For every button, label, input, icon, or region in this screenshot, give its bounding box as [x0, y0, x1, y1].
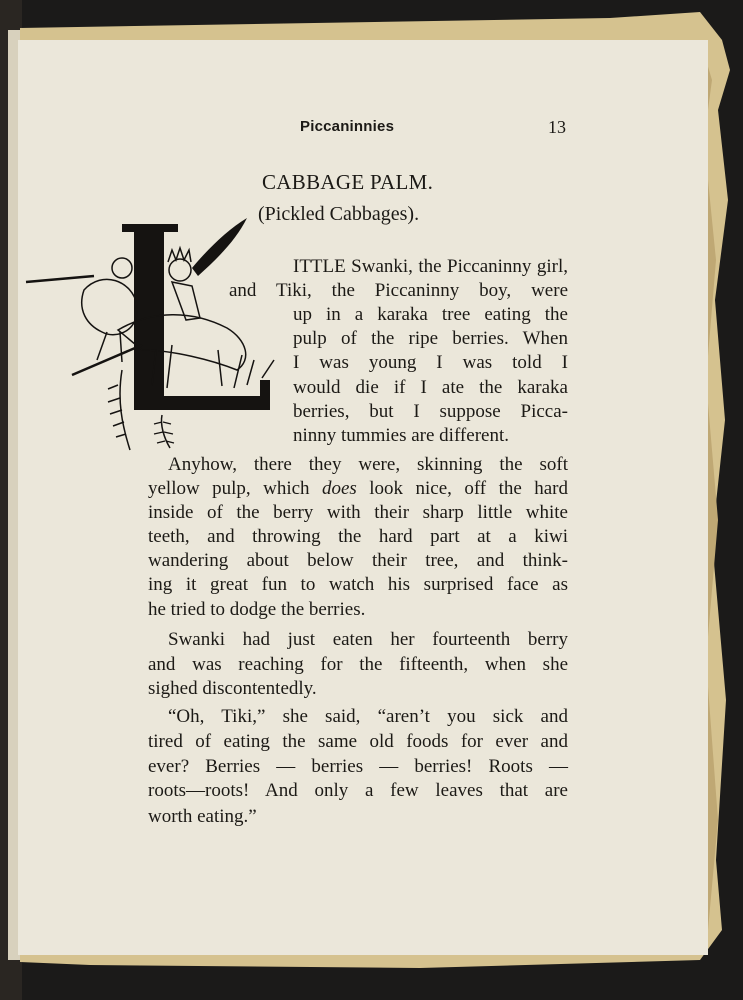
text-line: “Oh, Tiki,” she said, “aren’t you sick and	[168, 706, 568, 727]
text-line: ever? Berries — berries — berries! Roots —	[148, 756, 568, 777]
text-line: and was reaching for the fifteenth, when she	[148, 654, 568, 675]
illustrated-initial-icon	[22, 210, 282, 460]
chapter-subtitle: (Pickled Cabbages).	[258, 203, 420, 225]
text-line: up in a karaka tree eating the	[293, 304, 568, 325]
text-line: teeth, and throwing the hard part at a kiwi	[148, 526, 568, 547]
text-line: worth eating.”	[148, 806, 257, 827]
text-line: inside of the berry with their sharp little white	[148, 502, 568, 523]
text-line: Anyhow, there they were, skinning the soft	[168, 454, 568, 475]
emphasis: does	[322, 478, 357, 499]
text-line: ninny tummies are different.	[293, 425, 509, 446]
text-line: and Tiki, the Piccaninny boy, were	[229, 280, 568, 301]
chapter-title: CABBAGE PALM.	[262, 170, 434, 194]
page-number: 13	[548, 117, 566, 137]
text-line: ITTLE Swanki, the Piccaninny girl,	[293, 256, 568, 277]
text-line: berries, but I suppose Picca-	[293, 401, 568, 422]
running-title: Piccaninnies	[300, 118, 395, 135]
text-line: I was young I was told I	[293, 352, 568, 373]
text-line: tired of eating the same old foods for ever and	[148, 731, 568, 752]
text-line: pulp of the ripe berries. When	[293, 328, 568, 349]
text-line: sighed discontentedly.	[148, 678, 317, 699]
text-line: Swanki had just eaten her fourteenth berry	[168, 629, 568, 650]
text-line: wandering about below their tree, and think-	[148, 550, 568, 571]
text-line: ing it great fun to watch his surprised face as	[148, 574, 568, 595]
text-line: he tried to dodge the berries.	[148, 599, 366, 620]
text-line: yellow pulp, which does look nice, off the hard	[148, 478, 568, 499]
text-line: would die if I ate the karaka	[293, 377, 568, 398]
text-line: roots—roots! And only a few leaves that are	[148, 780, 568, 801]
